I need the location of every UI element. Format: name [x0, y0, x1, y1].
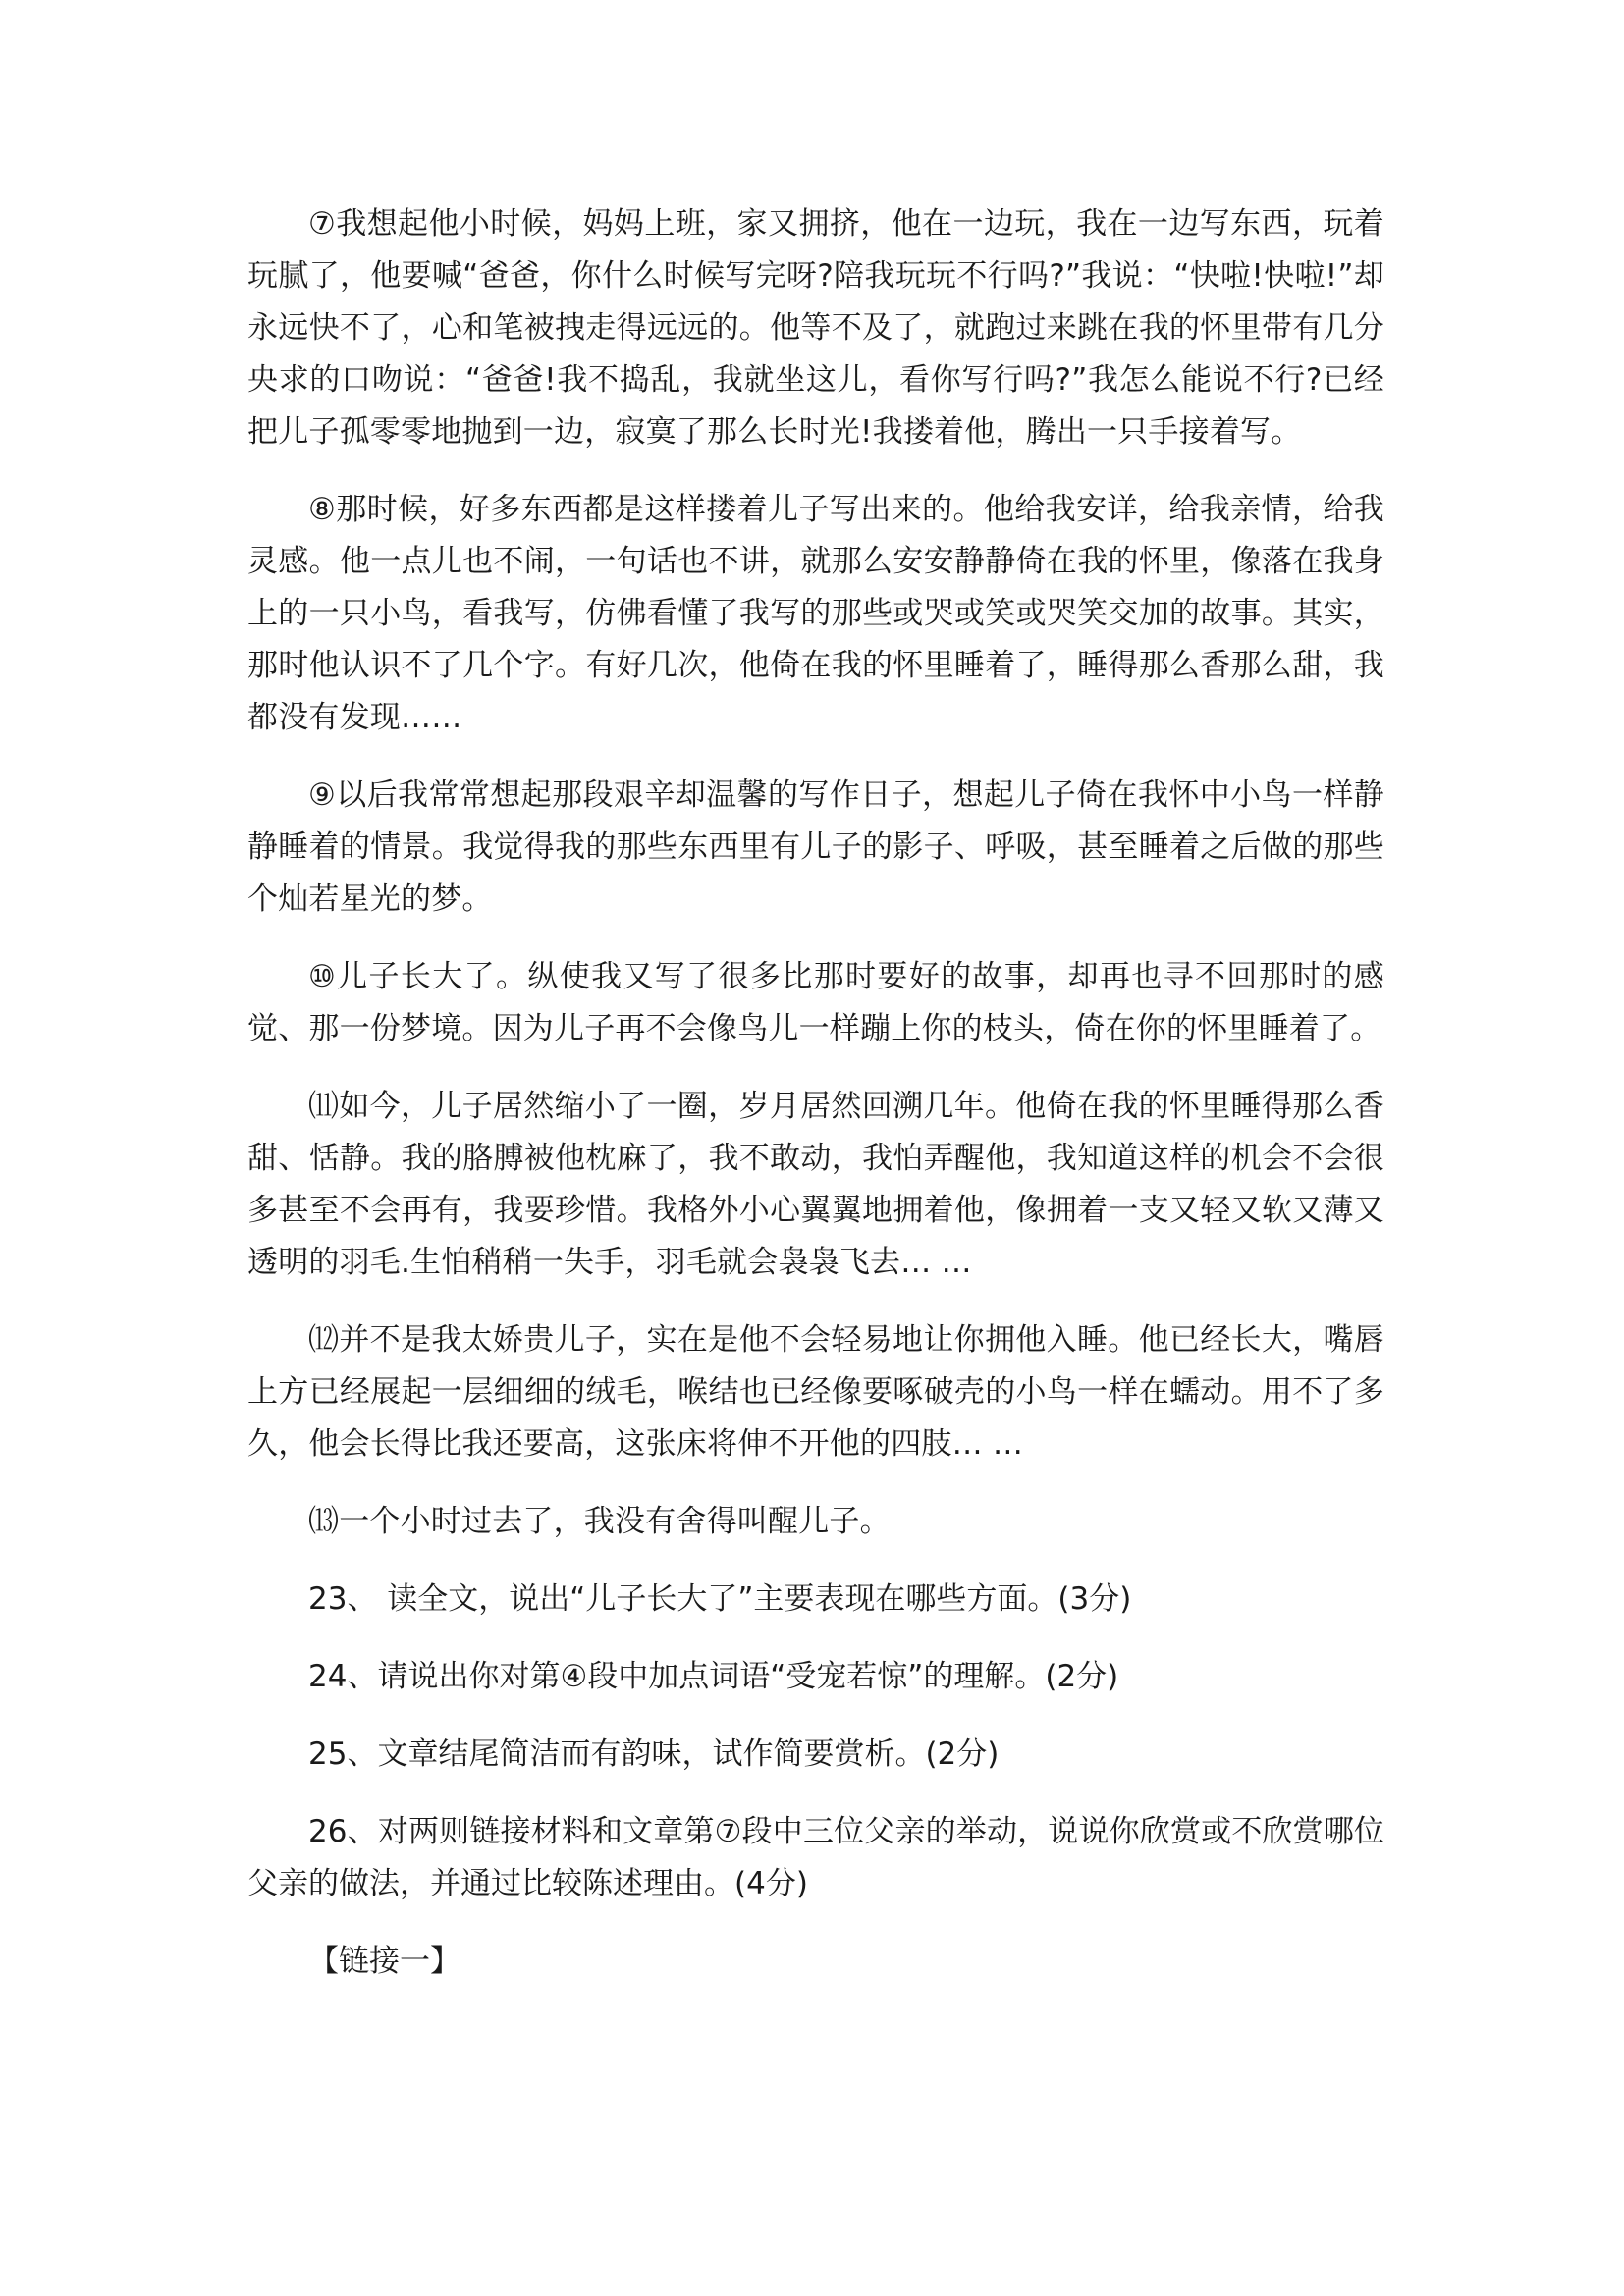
paragraph-13: ⒀一个小时过去了，我没有舍得叫醒儿子。	[308, 1504, 891, 1539]
question-25: 25、文章结尾简洁而有韵味，试作简要赏析。(2分)	[308, 1736, 1000, 1772]
link-one-heading: 【链接一】	[308, 1944, 460, 1979]
question-24: 24、请说出你对第④段中加点词语“受宠若惊”的理解。(2分)	[308, 1659, 1119, 1694]
paragraph-12: ⑿并不是我太娇贵儿子，实在是他不会轻易地让你拥他入睡。他已经长大，嘴唇上方已经展起一层细细的绒毛，喉结也已经像要啄破壳的小鸟一样在蠕动。用不了多久，他会长得比我还要高，这张床将伸不开他的四肢… …	[247, 1322, 1384, 1462]
question-26: 26、对两则链接材料和文章第⑦段中三位父亲的举动，说说你欣赏或不欣赏哪位父亲的做法，并通过比较陈述理由。(4分)	[247, 1814, 1384, 1901]
paragraph-10: ⑩儿子长大了。纵使我又写了很多比那时要好的故事，却再也寻不回那时的感觉、那一份梦境。因为儿子再不会像鸟儿一样蹦上你的枝头，倚在你的怀里睡着了。	[247, 959, 1384, 1046]
question-23: 23、 读全文，说出“儿子长大了”主要表现在哪些方面。(3分)	[308, 1581, 1132, 1617]
paragraph-7: ⑦我想起他小时候，妈妈上班，家又拥挤，他在一边玩，我在一边写东西，玩着玩腻了，他要喊“爸爸，你什么时候写完呀?陪我玩玩不行吗?”我说：“快啦!快啦!”却永远快不了，心和笔被拽走得远远的。他等不及了，就跑过来跳在我的怀里带有几分央求的口吻说：“爸爸!我不捣乱，我就坐这儿，看你写行吗?”我怎么能说不行?已经把儿子孤零零地抛到一边，寂寞了那么长时光!我搂着他，腾出一只手接着写。	[247, 206, 1384, 450]
document-page	[247, 198, 1384, 1988]
paragraph-8: ⑧那时候，好多东西都是这样搂着儿子写出来的。他给我安详，给我亲情，给我灵感。他一点儿也不闹，一句话也不讲，就那么安安静静倚在我的怀里，像落在我身上的一只小鸟，看我写，仿佛看懂了我写的那些或哭或笑或哭笑交加的故事。其实，那时他认识不了几个字。有好几次，他倚在我的怀里睡着了，睡得那么香那么甜，我都没有发现……	[247, 492, 1384, 735]
paragraph-11: ⑾如今，儿子居然缩小了一圈，岁月居然回溯几年。他倚在我的怀里睡得那么香甜、恬静。我的胳膊被他枕麻了，我不敢动，我怕弄醒他，我知道这样的机会不会很多甚至不会再有，我要珍惜。我格外小心翼翼地拥着他，像拥着一支又轻又软又薄又透明的羽毛.生怕稍稍一失手，羽毛就会袅袅飞去… …	[247, 1089, 1384, 1280]
paragraph-9: ⑨以后我常常想起那段艰辛却温馨的写作日子，想起儿子倚在我怀中小鸟一样静静睡着的情景。我觉得我的那些东西里有儿子的影子、呼吸，甚至睡着之后做的那些个灿若星光的梦。	[247, 777, 1384, 917]
